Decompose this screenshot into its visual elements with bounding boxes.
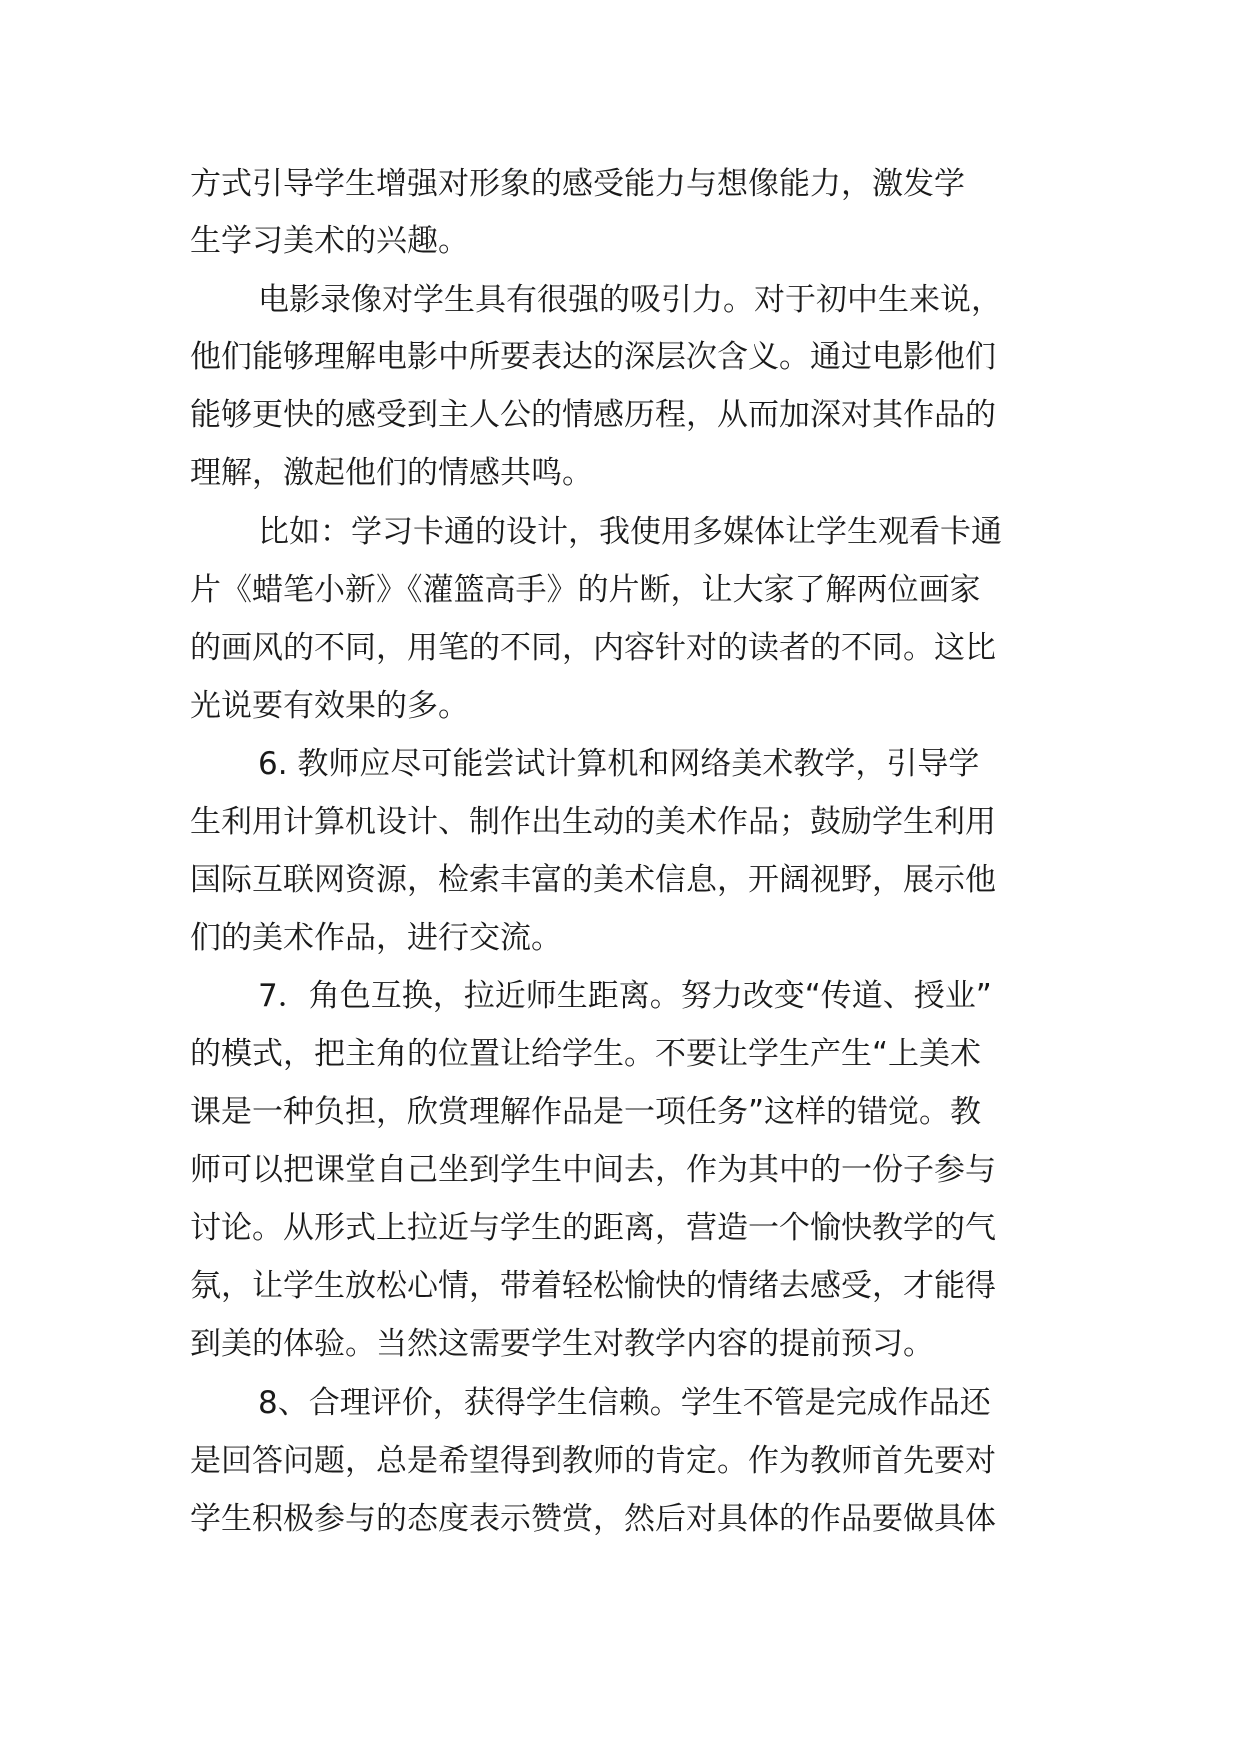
text-line: 氛，让学生放松心情，带着轻松愉快的情绪去感受，才能得 (190, 1268, 996, 1304)
text-line: 8、合理评价，获得学生信赖。学生不管是完成作品还 (258, 1385, 991, 1421)
text-line: 们的美术作品，进行交流。 (190, 920, 562, 956)
text-line: 课是一种负担，欣赏理解作品是一项任务”这样的错觉。教 (190, 1094, 982, 1130)
text-line: 生学习美术的兴趣。 (190, 223, 469, 259)
text-line: 方式引导学生增强对形象的感受能力与想像能力，激发学 (190, 166, 965, 202)
text-line: 片《蜡笔小新》《灌篮高手》的片断，让大家了解两位画家 (190, 572, 981, 608)
text-line: 6. 教师应尽可能尝试计算机和网络美术教学，引导学 (258, 746, 980, 782)
text-line: 理解，激起他们的情感共鸣。 (190, 455, 593, 491)
text-line: 是回答问题，总是希望得到教师的肯定。作为教师首先要对 (190, 1443, 996, 1479)
text-line: 国际互联网资源，检索丰富的美术信息，开阔视野，展示他 (190, 862, 996, 898)
text-line: 生利用计算机设计、制作出生动的美术作品；鼓励学生利用 (190, 804, 996, 840)
text-line: 师可以把课堂自己坐到学生中间去，作为其中的一份子参与 (190, 1152, 996, 1188)
text-line: 光说要有效果的多。 (190, 688, 469, 724)
text-line: 的模式，把主角的位置让给学生。不要让学生产生“上美术 (190, 1036, 982, 1072)
text-line: 电影录像对学生具有很强的吸引力。对于初中生来说， (258, 282, 1002, 318)
text-line: 他们能够理解电影中所要表达的深层次含义。通过电影他们 (190, 339, 996, 375)
text-line: 的画风的不同，用笔的不同，内容针对的读者的不同。这比 (190, 630, 996, 666)
text-line: 学生积极参与的态度表示赞赏，然后对具体的作品要做具体 (190, 1501, 996, 1537)
text-line: 讨论。从形式上拉近与学生的距离，营造一个愉快教学的气 (190, 1210, 996, 1246)
text-line: 比如：学习卡通的设计，我使用多媒体让学生观看卡通 (258, 514, 1002, 550)
text-line: 能够更快的感受到主人公的情感历程，从而加深对其作品的 (190, 397, 996, 433)
text-line: 到美的体验。当然这需要学生对教学内容的提前预习。 (190, 1326, 934, 1362)
text-line: 7．角色互换，拉近师生距离。努力改变“传道、授业” (258, 978, 992, 1014)
